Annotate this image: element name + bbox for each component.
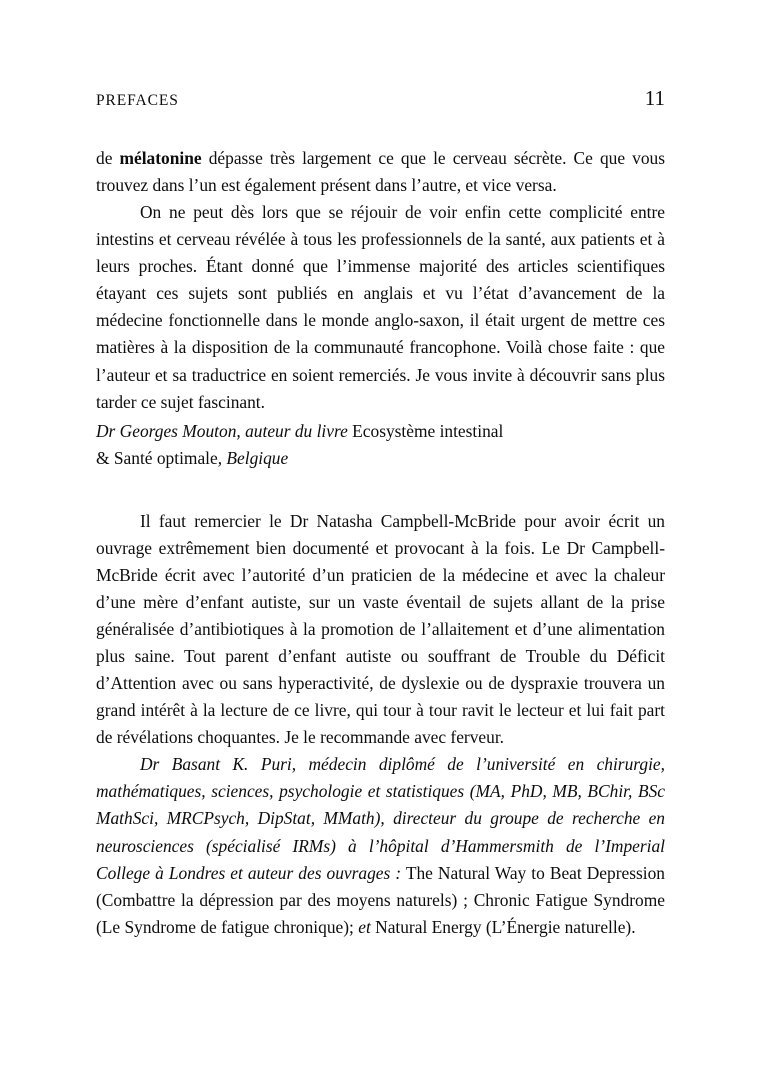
para1-lead: de xyxy=(96,148,120,168)
section-gap xyxy=(96,472,665,508)
term-melatonine: mélatonine xyxy=(119,148,202,168)
attribution-puri xyxy=(96,751,665,940)
attribution-puri-text xyxy=(96,751,665,940)
attribution-mouton-booktitle-part1: Ecosystème intestinal xyxy=(347,420,504,441)
attribution-mouton-line2 xyxy=(96,445,665,472)
page-number: 11 xyxy=(644,86,665,110)
running-head-title: PREFACES xyxy=(96,92,179,109)
paragraph-3: Il faut remercier le Dr Natasha Campbell-McBride pour avoir écrit un ouvrage extrêmement bien documenté et provocant à la fois. Le Dr Campbell-McBride écrit avec l’autorité d’un praticien de la médecine et avec la chaleur d’une mère d’enfant autiste, sur un vaste éventail de sujets allant de la prise généralisée d’antibiotiques à la promotion de l’allaitement et d’une alimentation plus saine. Tout parent d’enfant autiste ou souffrant de Trouble du Déficit d’Attention avec ou sans hyperactivité, de dyslexie ou de dyspraxie trouvera un grand intérêt à la lecture de ce livre, qui tour à tour ravit le lecteur et lui fait part de révélations choquantes. Je le recommande avec ferveur. xyxy=(96,510,665,748)
paragraph-1 xyxy=(96,145,665,199)
body-text xyxy=(96,145,665,941)
attribution-puri-works-2: Natural Energy (L’Énergie naturelle). xyxy=(370,916,636,937)
attribution-puri-et: et xyxy=(358,916,371,937)
para1-rest: dépasse très largement ce que le cerveau sécrète. Ce que vous trouvez dans l’un est également présent dans l’autre, et vice versa. xyxy=(96,148,665,196)
attribution-mouton-country: , Belgique xyxy=(217,447,289,468)
attribution-puri-credentials: Dr Basant K. Puri, médecin diplômé de l’université en chirurgie, mathématiques, sciences, psychologie et statistiques (MA, PhD, MB, BChir, BSc MathSci, MRCPsych, DipStat, MMath), directeur du groupe de recherche en neurosciences (spécialisé IRMs) à l’hôpital d’Hammersmith de l’Imperial College à Londres et auteur des ouvrages : xyxy=(96,754,665,883)
attribution-mouton-booktitle-part2: & Santé optimale xyxy=(96,447,218,468)
running-head xyxy=(96,86,665,111)
paragraph-2: On ne peut dès lors que se réjouir de voir enfin cette complicité entre intestins et cerveau révélée à tous les professionnels de la santé, aux patients et à leurs proches. Étant donné que l’immense majorité des articles scientifiques étayant ces sujets sont publiés en anglais et vu l’état d’avancement de la médecine fonctionnelle dans le monde anglo-saxon, il était urgent de mettre ces matières à la disposition de la communauté francophone. Voilà chose faite : que l’auteur et sa traductrice en soient remerciés. Je vous invite à découvrir sans plus tarder ce sujet fascinant. xyxy=(96,202,665,412)
attribution-mouton xyxy=(96,418,665,472)
attribution-puri-works-1: The Natural Way to Beat Depression (Combattre la dépression par des moyens naturels) ; Chronic Fatigue Syndrome (Le Syndrome de fatigue chronique); xyxy=(96,862,665,937)
attribution-mouton-line1 xyxy=(96,418,665,445)
attribution-mouton-name: Dr Georges Mouton, auteur du livre xyxy=(96,420,348,441)
